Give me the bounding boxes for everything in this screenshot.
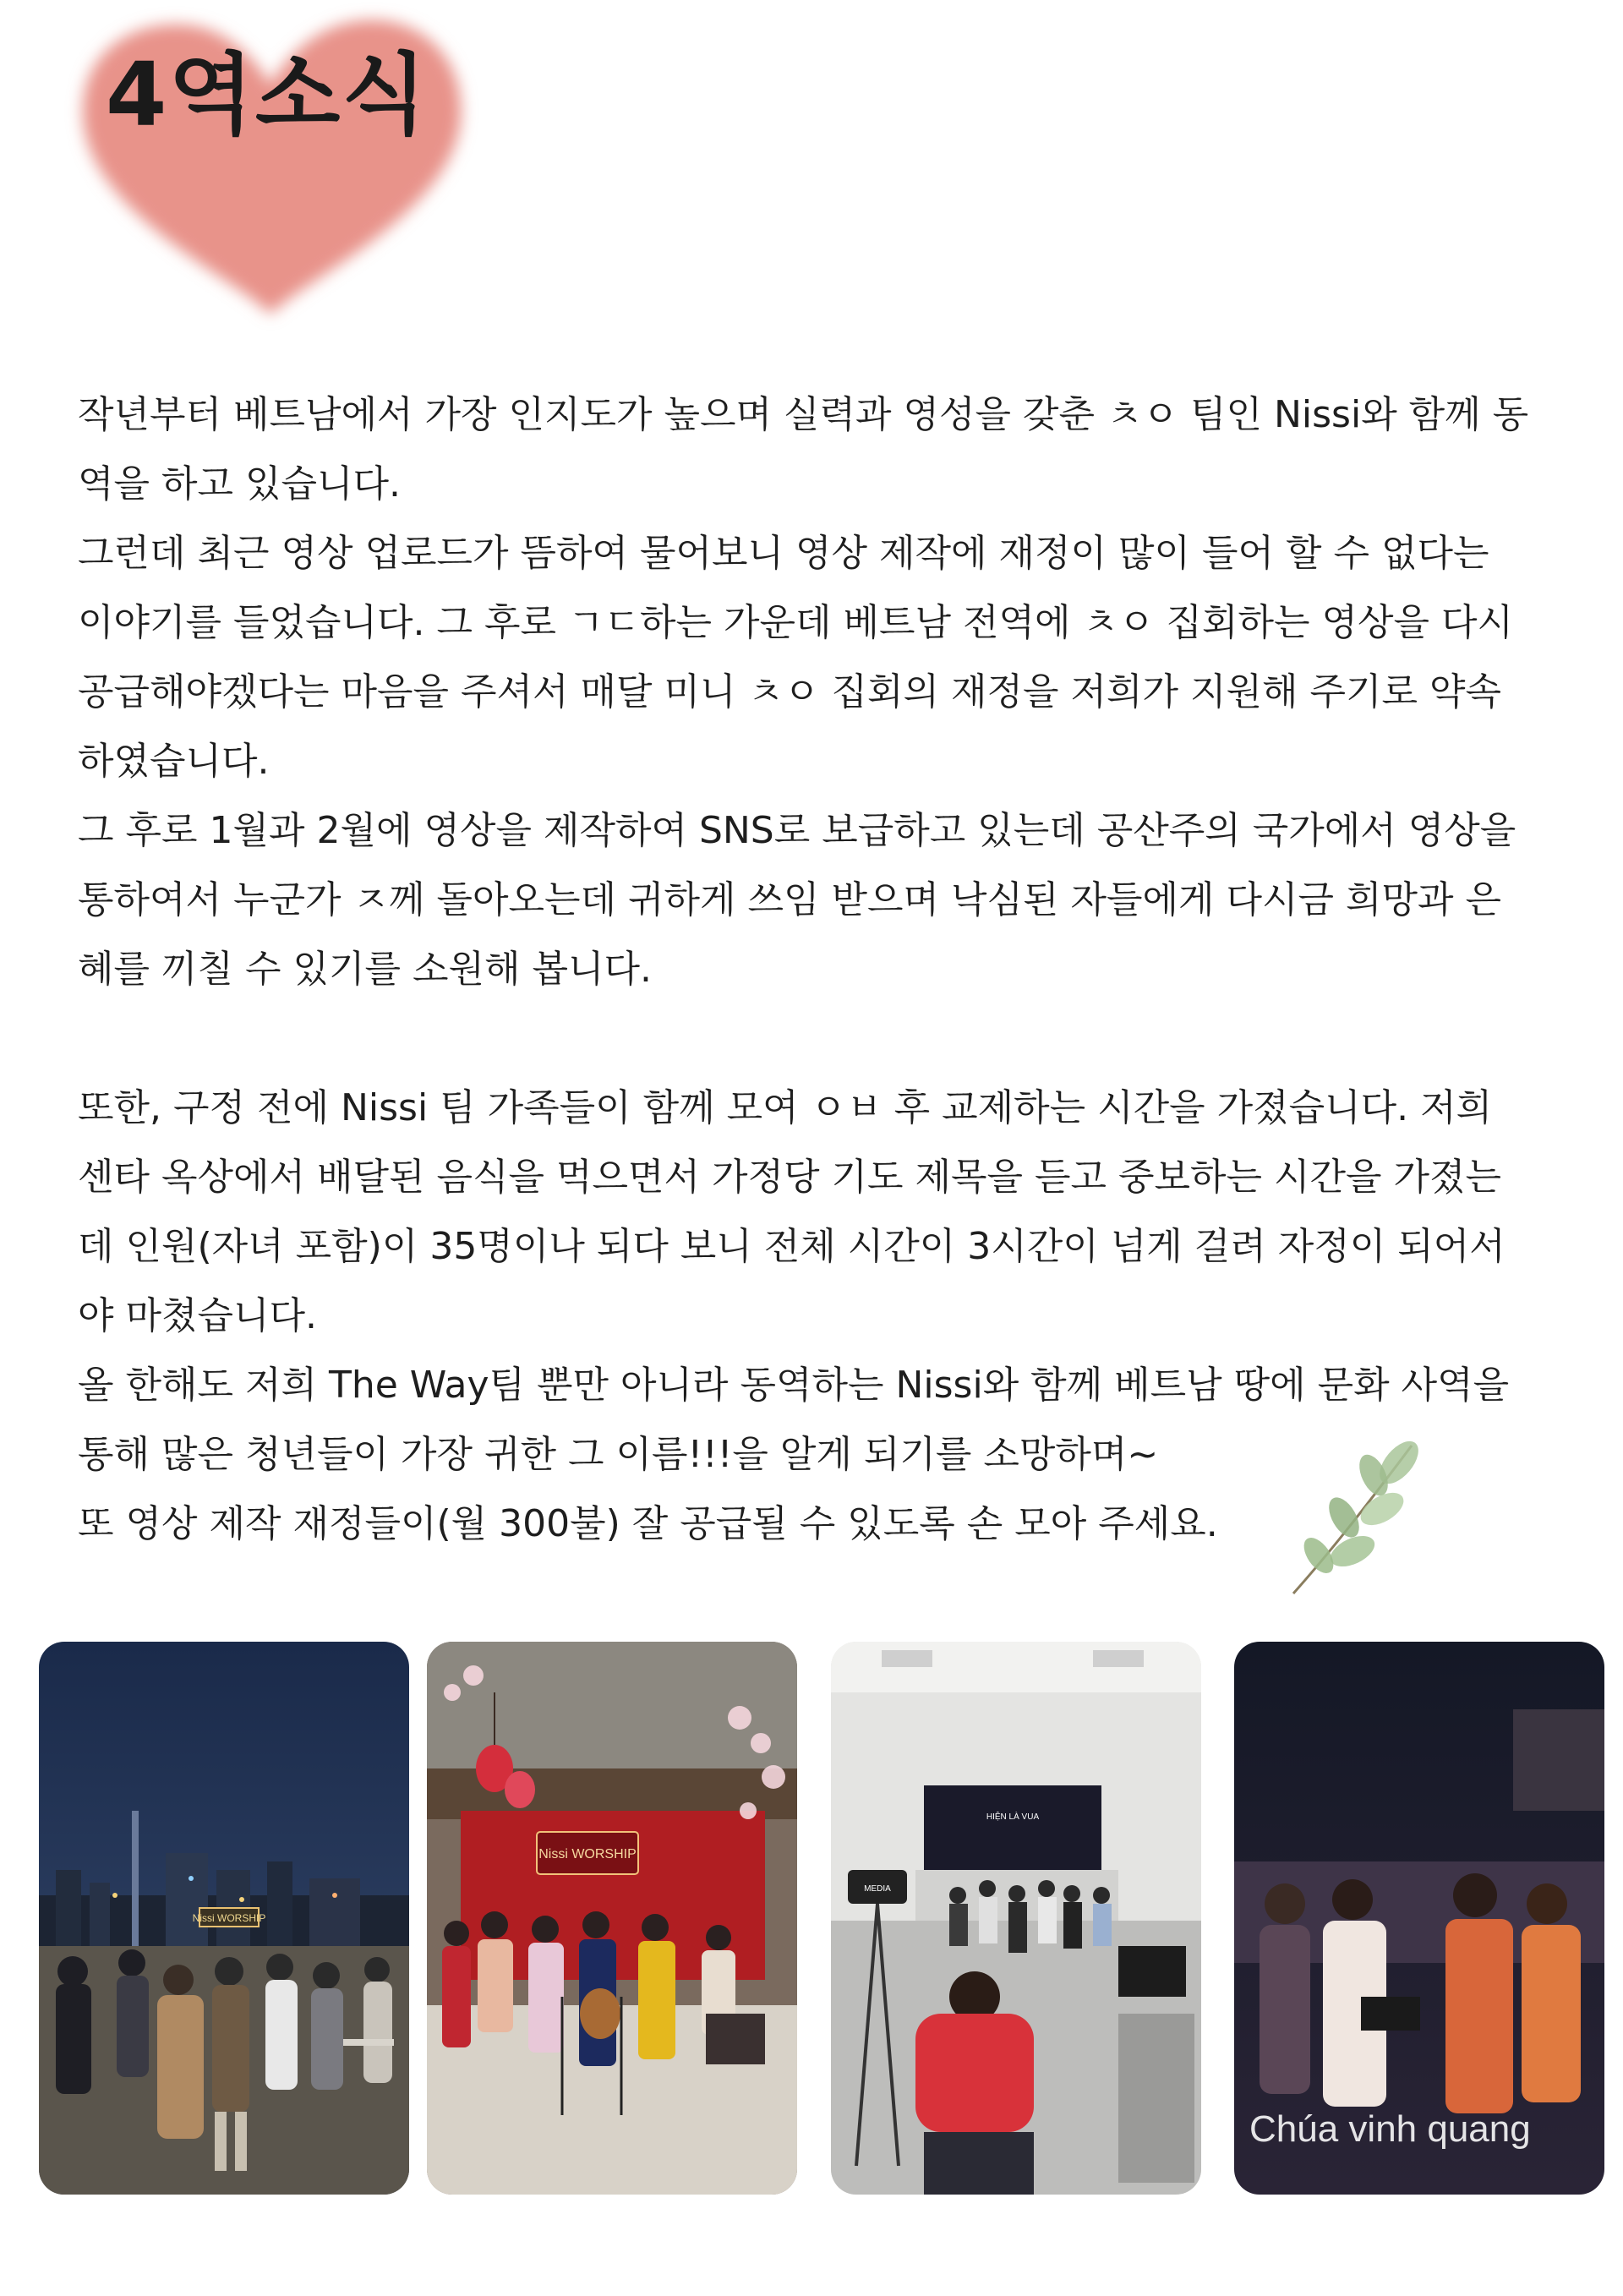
screen-text: HIỆN LÀ VUA xyxy=(986,1812,1040,1822)
paragraph: 또한, 구정 전에 Nissi 팀 가족들이 함께 모여 ㅇㅂ 후 교제하는 시간을 가졌습니다. 저희 센타 옥상에서 배달된 음식을 먹으면서 가정당 기도 제목을 듣고 중보하는 시간을 가졌는데 인원(자녀 포함)이 35명이나 되다 보니 전체 시간이 3시간이 넘게 걸려 자정이 되어서야 마쳤습니다. xyxy=(78,1086,1506,1337)
camera-label: MEDIA xyxy=(864,1884,891,1894)
paragraph: 올 한해도 저희 The Way팀 뿐만 아니라 동역하는 Nissi와 함께 베트남 땅에 문화 사역을 통해 많은 청년들이 가장 귀한 그 이름!!!을 알게 되기를 소망하며~ xyxy=(78,1364,1510,1476)
page-title: 4역소식 xyxy=(106,43,429,146)
video-still-photo xyxy=(1234,1642,1604,2195)
paragraph: 작년부터 베트남에서 가장 인지도가 높으며 실력과 영성을 갖춘 ㅊㅇ 팀인 Nissi와 함께 동역을 하고 있습니다. xyxy=(78,393,1529,506)
leaf-branch-icon xyxy=(1285,1437,1429,1598)
rooftop-fellowship-photo xyxy=(39,1642,409,2195)
paragraph: 그 후로 1월과 2월에 영상을 제작하여 SNS로 보급하고 있는데 공산주의 국가에서 영상을 통하여서 누군가 ㅈ께 돌아오는데 귀하게 쓰임 받으며 낙심된 자들에게 다시금 희망과 은혜를 끼칠 수 있기를 소원해 봅니다. xyxy=(78,809,1516,991)
stage-sign-text: Nissi WORSHIP xyxy=(538,1847,637,1861)
rooftop-sign-text: Nissi WORSHIP xyxy=(192,1912,266,1924)
worship-stage-photo xyxy=(427,1642,797,2195)
video-caption: Chúa vinh quang xyxy=(1249,2108,1531,2150)
video-filming-photo xyxy=(831,1642,1201,2195)
paragraph: 또 영상 제작 재정들이(월 300불) 잘 공급될 수 있도록 손 모아 주세요. xyxy=(78,1502,1218,1545)
body-text xyxy=(78,380,1532,1559)
paragraph: 그런데 최근 영상 업로드가 뜸하여 물어보니 영상 제작에 재정이 많이 들어 할 수 없다는 이야기를 들었습니다. 그 후로 ㄱㄷ하는 가운데 베트남 전역에 ㅊㅇ 집회하는 영상을 다시 공급해야겠다는 마음을 주셔서 매달 미니 ㅊㅇ 집회의 재정을 저희가 지원해 주기로 약속하였습니다. xyxy=(78,532,1513,783)
paragraph-gap xyxy=(78,1004,1532,1074)
